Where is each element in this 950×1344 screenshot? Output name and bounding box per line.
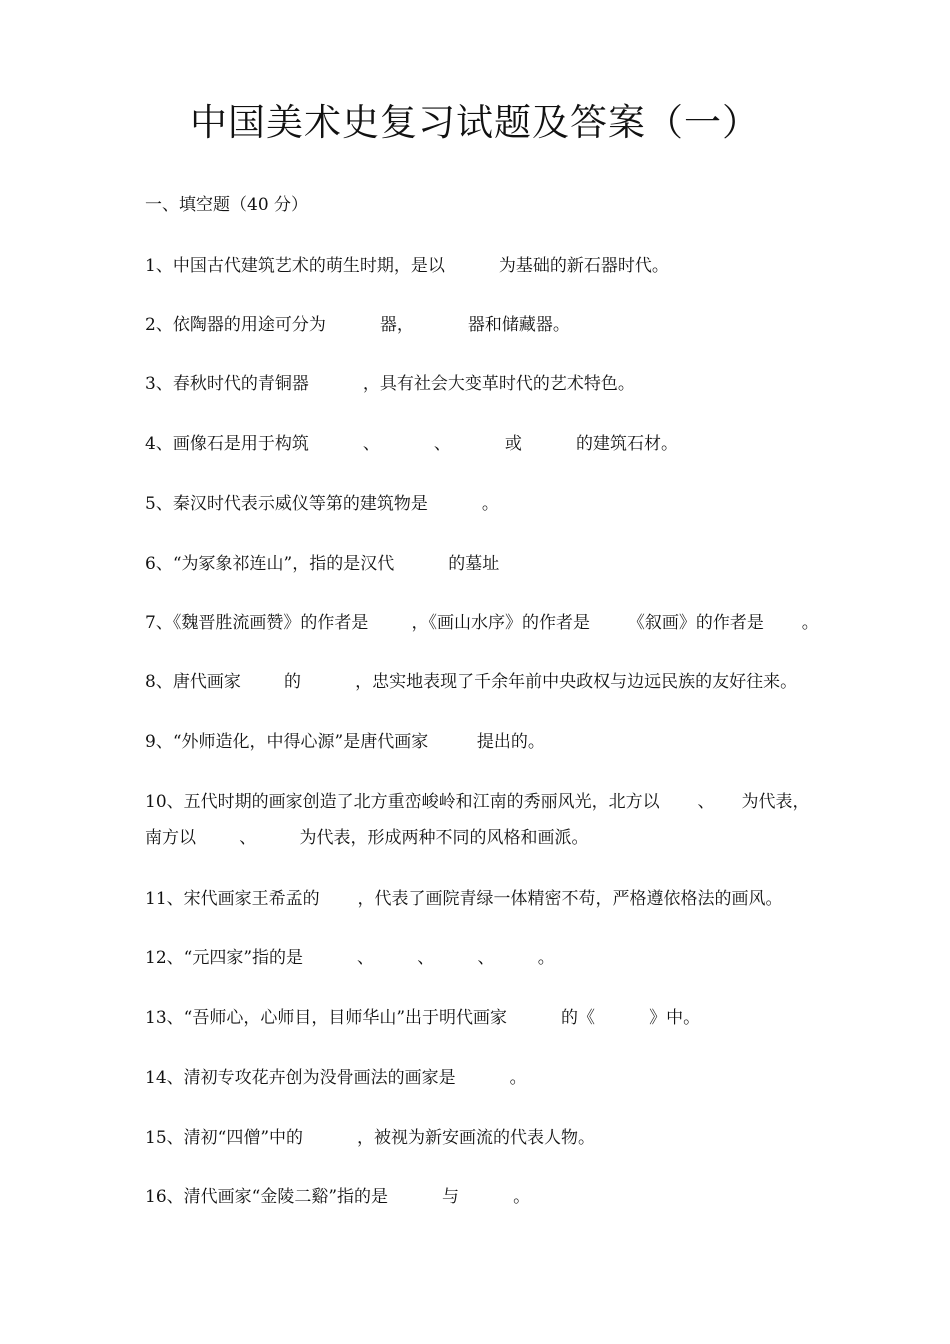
question-1: 1、中国古代建筑艺术的萌生时期，是以 为基础的新石器时代。 xyxy=(145,256,669,276)
document-title: 中国美术史复习试题及答案（一） xyxy=(190,101,760,144)
question-2: 2、依陶器的用途可分为 器， 器和储藏器。 xyxy=(145,315,570,335)
question-10-line-1: 10、五代时期的画家创造了北方重峦峻岭和江南的秀丽风光，北方以 、 为代表， xyxy=(145,792,810,812)
question-8: 8、唐代画家 的 ，忠实地表现了千余年前中央政权与边远民族的友好往来。 xyxy=(145,672,798,692)
question-16: 16、清代画家“金陵二谿”指的是 与 。 xyxy=(145,1187,531,1207)
section-heading: 一、填空题（40 分） xyxy=(145,195,309,215)
question-15: 15、清初“四僧”中的 ，被视为新安画流的代表人物。 xyxy=(145,1128,596,1148)
question-4: 4、画像石是用于构筑 、 、 或 的建筑石材。 xyxy=(145,434,678,454)
question-7: 7、《魏晋胜流画赞》的作者是 ，《画山水序》的作者是 《叙画》的作者是 。 xyxy=(145,613,819,633)
question-14: 14、清初专攻花卉创为没骨画法的画家是 。 xyxy=(145,1068,527,1088)
question-9: 9、“外师造化，中得心源”是唐代画家 提出的。 xyxy=(145,732,545,752)
question-12: 12、“元四家”指的是 、 、 、 。 xyxy=(145,948,555,968)
question-13: 13、“吾师心，心师目，目师华山”出于明代画家 的《 》中。 xyxy=(145,1008,701,1028)
question-10-line-2: 南方以 、 为代表，形成两种不同的风格和画派。 xyxy=(145,828,589,848)
question-3: 3、春秋时代的青铜器 ，具有社会大变革时代的艺术特色。 xyxy=(145,374,635,394)
question-5: 5、秦汉时代表示威仪等第的建筑物是 。 xyxy=(145,494,499,514)
question-6: 6、“为冢象祁连山”，指的是汉代 的墓址 xyxy=(145,554,500,574)
question-11: 11、宋代画家王希孟的 ，代表了画院青绿一体精密不苟，严格遵依格法的画风。 xyxy=(145,889,783,909)
